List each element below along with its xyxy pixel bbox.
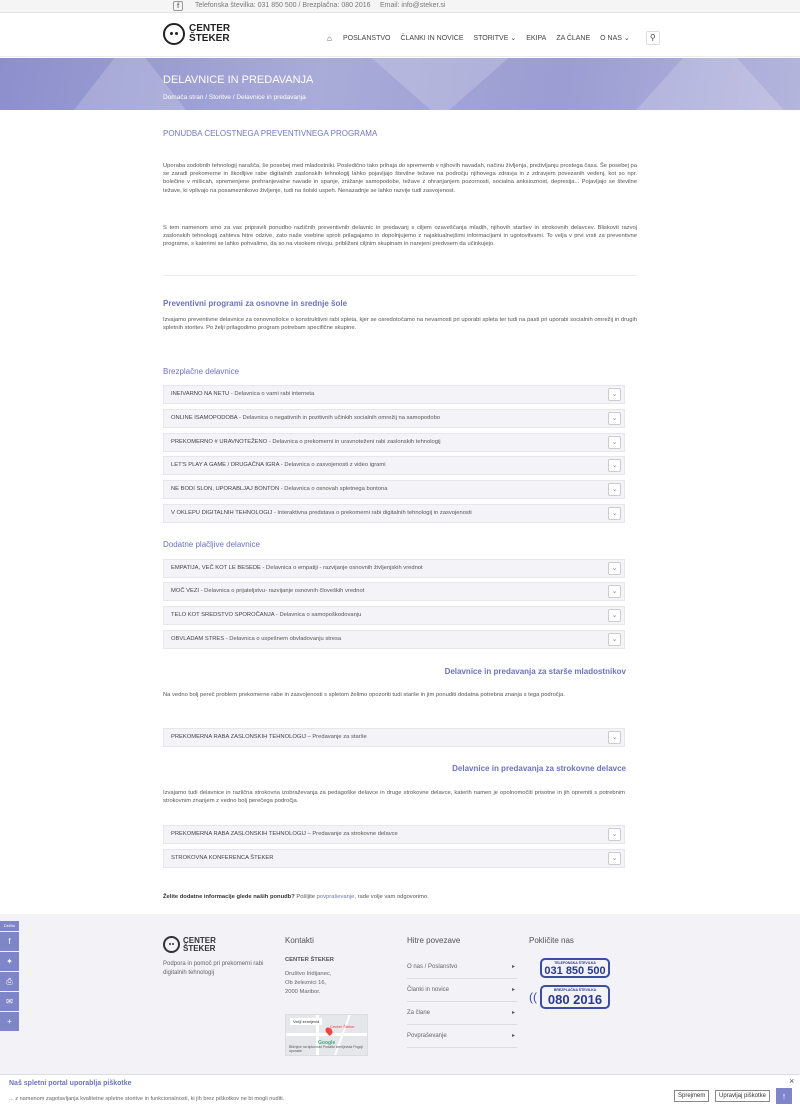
arrow-up-icon[interactable]: ↑ bbox=[776, 1088, 792, 1104]
parents-text: Na vedno bolj pereč problem prekomerne rabe in zasvojenosti s spletom želimo opozoriti tudi starše in jim ponuditi dodatna potrebna znanja s tega področja. bbox=[163, 692, 565, 698]
cta-bold: Želite dodatne informacije glede naših ponudb? bbox=[163, 894, 295, 900]
call-heading: Pokličite nas bbox=[529, 936, 574, 945]
acc-title: V OKLEPU DIGITALNIH TEHNOLOGIJ bbox=[171, 510, 273, 516]
accordion-item[interactable] bbox=[163, 825, 625, 844]
nav-za-clane[interactable]: ZA ČLANE bbox=[556, 34, 591, 42]
cookie-text: ... z namenom zagotavljanja kvalitetne spletne storitve in funkcionalnosti, ki jih brez piškotkov ne bi mogli nuditi. bbox=[9, 1096, 285, 1102]
prev-heading: Preventivni programi za osnovne in srednje šole bbox=[163, 299, 348, 308]
contact-name: CENTER ŠTEKER bbox=[285, 957, 334, 963]
pro-text: Izvajamo tudi delavnice in različna strokovna izobraževanja za pedagoške delavce in druge strokovne delavce, katerih namen je opolnomočiti prisotne in jih opremiti s potrebnim strokovnim znanjem z vedno bolj perečega področja. bbox=[163, 790, 625, 805]
chevron-down-icon[interactable]: ⌄ bbox=[608, 507, 621, 520]
page-hero bbox=[0, 58, 800, 110]
nav-ekipa[interactable]: EKIPA bbox=[526, 34, 547, 42]
contact-addr1: Društvo Iridijanec, bbox=[285, 971, 332, 977]
footer-tagline: Podpora in pomoč pri prekomerni rabi digitalnih tehnologij bbox=[163, 961, 264, 976]
links-heading: Hitre povezave bbox=[407, 936, 461, 945]
chevron-down-icon[interactable]: ⌄ bbox=[608, 731, 621, 744]
chevron-down-icon[interactable]: ⌄ bbox=[608, 388, 621, 401]
nav-clanki[interactable]: ČLANKI IN NOVICE bbox=[400, 34, 464, 42]
acc-desc: - Delavnica o osnovah spletnega bontona bbox=[279, 486, 388, 492]
pro-heading: Delavnice in predavanja za strokovne delavce bbox=[452, 764, 626, 773]
logo-face-icon bbox=[163, 936, 180, 953]
plus-icon[interactable]: + bbox=[0, 1012, 19, 1031]
acc-desc: - Delavnica o prijateljstvu- razvijanje osnovnih človeških vrednot bbox=[199, 588, 365, 594]
logo-line1: CENTER bbox=[189, 23, 231, 34]
chevron-down-icon[interactable]: ⌄ bbox=[608, 852, 621, 865]
acc-desc: - Delavnica o varni rabi interneta bbox=[229, 391, 315, 397]
quick-links bbox=[407, 956, 517, 1048]
quick-link[interactable] bbox=[407, 1025, 517, 1048]
accordion-item[interactable] bbox=[163, 582, 625, 601]
accordion-item[interactable] bbox=[163, 559, 625, 578]
contact-block bbox=[285, 956, 334, 997]
accordion-item[interactable] bbox=[163, 630, 625, 649]
breadcrumb[interactable]: Domača stran / Storitve / Delavnice in predavanja bbox=[163, 94, 306, 101]
nav-o-nas-label: O NAS bbox=[600, 35, 622, 42]
accordion-item[interactable] bbox=[163, 409, 625, 428]
print-icon[interactable]: ⎙ bbox=[0, 972, 19, 991]
accordion-item[interactable] bbox=[163, 480, 625, 499]
quick-link-label: Članki in novice bbox=[407, 987, 450, 993]
chevron-down-icon[interactable]: ⌄ bbox=[608, 436, 621, 449]
facebook-icon[interactable]: f bbox=[0, 932, 19, 951]
twitter-icon[interactable]: ✦ bbox=[0, 952, 19, 971]
accordion-item[interactable] bbox=[163, 606, 625, 625]
acc-desc: - Delavnica o prekomerni in uravnoteženi rabi zaslonskih tehnologij bbox=[267, 439, 441, 445]
divider bbox=[163, 275, 637, 276]
sound-waves-icon: (( bbox=[529, 990, 537, 1004]
nav-o-nas[interactable] bbox=[600, 34, 630, 42]
nav-storitve[interactable] bbox=[473, 34, 516, 42]
facebook-icon[interactable]: f bbox=[173, 1, 183, 11]
acc-title: OBVLADAM STRES bbox=[171, 636, 225, 642]
chevron-right-icon: ▸ bbox=[511, 964, 515, 970]
site-header bbox=[0, 14, 800, 57]
accept-cookies-button[interactable]: Sprejmem bbox=[674, 1090, 709, 1102]
acc-desc: - Delavnica o empatiji - razvijanje osnovnih življenjskih vrednot bbox=[260, 565, 423, 571]
page-title: DELAVNICE IN PREDAVANJA bbox=[163, 74, 314, 86]
email-icon[interactable]: ✉ bbox=[0, 992, 19, 1011]
accordion-item[interactable] bbox=[163, 728, 625, 747]
acc-title: LET'S PLAY A GAME / DRUGAČNA IGRA bbox=[171, 462, 280, 468]
parents-heading: Delavnice in predavanja za starše mladostnikov bbox=[444, 667, 626, 676]
accordion-item[interactable] bbox=[163, 456, 625, 475]
accordion-item[interactable] bbox=[163, 849, 625, 868]
acc-desc: - Delavnica o samopoškodovanju bbox=[274, 612, 362, 618]
google-logo: Google bbox=[318, 1040, 336, 1046]
chevron-down-icon[interactable]: ⌄ bbox=[608, 562, 621, 575]
main-nav bbox=[327, 31, 660, 45]
intro-paragraph-2: S tem namenom smo za vas pripravili ponudbo različnih preventivnih delavnic in predavanj s ciljem ozaveščanja mladih, njihovih staršev in strokovnih delavcev. Bliskovit razvoj zaslonskih tehnologij zahteva hitre odzive, zato naše vsebine sproti prilagajamo in dopolnjujemo z najaktualnejšimi informacijami in ugotovitvami. To velja v prvi vrsti za preventivne programe, s katerimi se lahko pohvalimo, da so na visokem nivoju, približani ciljnim skupinam in narejeni predvsem da učinkujejo. bbox=[163, 225, 637, 248]
social-share-bar bbox=[0, 921, 19, 1031]
cta-pre: Pošljite bbox=[294, 894, 317, 900]
acc-title: ONLINE ISAMOPODOBA bbox=[171, 415, 238, 421]
cta-line bbox=[163, 893, 637, 901]
topbar-email[interactable]: Email: info@steker.si bbox=[380, 2, 446, 9]
acc-title: PREKOMERNA RABA ZASLONSKIH TEHNOLOGIJ bbox=[171, 831, 306, 837]
acc-desc: - Delavnica o negativnih in pozitivnih učinkih socialnih omrežij na samopodobo bbox=[237, 415, 441, 421]
free-phone-label: BREZPLAČNA ŠTEVILKA bbox=[553, 988, 597, 992]
acc-title: STROKOVNA KONFERENCA ŠTEKER bbox=[171, 855, 274, 861]
chevron-down-icon[interactable]: ⌄ bbox=[608, 585, 621, 598]
phone-label: TELEFONSKA ŠTEVILKA bbox=[554, 961, 596, 965]
search-icon[interactable]: ⚲ bbox=[646, 31, 660, 45]
google-map[interactable] bbox=[285, 1014, 368, 1056]
quick-link[interactable] bbox=[407, 956, 517, 979]
logo-line2: ŠTEKER bbox=[189, 33, 230, 44]
phone-number: 031 850 500 bbox=[544, 965, 606, 977]
home-icon[interactable]: ⌂ bbox=[327, 33, 332, 43]
nav-poslanstvo[interactable]: POSLANSTVO bbox=[343, 34, 391, 42]
footer-logo-line2: ŠTEKER bbox=[183, 943, 216, 953]
acc-title: MOČ VEZI bbox=[171, 588, 200, 594]
footer-logo-line1: CENTER bbox=[183, 935, 216, 945]
acc-desc: – Predavanje za starše bbox=[305, 734, 367, 740]
accordion-item[interactable] bbox=[163, 385, 625, 404]
map-footer: Bližnjice na tipkovnici Podatki zemljevida Pogoji uporabe bbox=[289, 1045, 363, 1053]
logo-face-icon bbox=[163, 23, 185, 45]
acc-title: TELO KOT SREDSTVO SPOROČANJA bbox=[171, 612, 275, 618]
manage-cookies-button[interactable]: Upravljaj piškotke bbox=[715, 1090, 770, 1102]
quick-link-label: O nas / Poslanstvo bbox=[407, 964, 458, 970]
cookie-banner bbox=[0, 1074, 800, 1119]
cta-post: , rade volje vam odgovorimo. bbox=[354, 894, 429, 900]
chevron-right-icon: ▸ bbox=[511, 1033, 515, 1039]
phone-badge[interactable] bbox=[540, 958, 610, 978]
top-bar bbox=[0, 0, 800, 13]
acc-title: INEIVARNO NA NETU bbox=[171, 391, 230, 397]
site-logo[interactable] bbox=[163, 23, 230, 45]
map-label: Center Šteker bbox=[330, 1024, 355, 1029]
footer-logo[interactable] bbox=[163, 936, 216, 953]
chevron-right-icon: ▸ bbox=[511, 1010, 515, 1016]
chevron-down-icon[interactable]: ⌄ bbox=[608, 828, 621, 841]
paid-heading: Dodatne plačljive delavnice bbox=[163, 540, 260, 549]
close-icon[interactable]: × bbox=[789, 1076, 795, 1086]
acc-desc: - Delavnica o uspešnem obvladovanju stresa bbox=[224, 636, 342, 642]
contact-addr3: 2000 Maribor. bbox=[285, 989, 321, 995]
accordion-item[interactable] bbox=[163, 504, 625, 523]
topbar-phones: Telefonska številka: 031 850 500 / Brezplačna: 080 2016 bbox=[195, 2, 371, 9]
free-phone-badge[interactable] bbox=[540, 985, 610, 1009]
quick-link[interactable] bbox=[407, 979, 517, 1002]
cta-link[interactable]: povpraševanje bbox=[316, 894, 355, 900]
acc-title: PREKOMERNO # URAVNOTEŽENO bbox=[171, 439, 268, 445]
accordion-item[interactable] bbox=[163, 433, 625, 452]
main-heading: PONUDBA CELOSTNEGA PREVENTIVNEGA PROGRAMA bbox=[163, 129, 378, 138]
acc-title: EMPATIJA, VEČ KOT LE BESEDE bbox=[171, 565, 261, 571]
quick-link-label: Za člane bbox=[407, 1010, 431, 1016]
chevron-down-icon[interactable]: ⌄ bbox=[608, 412, 621, 425]
site-footer bbox=[0, 914, 800, 1074]
nav-storitve-label: STORITVE bbox=[473, 35, 509, 42]
quick-link[interactable] bbox=[407, 1002, 517, 1025]
chevron-down-icon[interactable]: ⌄ bbox=[608, 633, 621, 646]
chevron-right-icon: ▸ bbox=[511, 987, 515, 993]
chevron-down-icon[interactable]: ⌄ bbox=[608, 459, 621, 472]
map-larger-link[interactable]: Večji zemljevid bbox=[290, 1018, 322, 1025]
chevron-down-icon: ⌄ bbox=[623, 35, 630, 42]
acc-title: PREKOMERNA RABA ZASLONSKIH TEHNOLOGIJ bbox=[171, 734, 306, 740]
free-heading: Brezplačne delavnice bbox=[163, 367, 240, 376]
share-label: Deli!to bbox=[0, 921, 19, 931]
acc-desc: - Delavnica o zasvojenosti z video igrami bbox=[279, 462, 386, 468]
contact-heading: Kontakti bbox=[285, 936, 314, 945]
chevron-down-icon[interactable]: ⌄ bbox=[608, 609, 621, 622]
quick-link-label: Povpraševanje bbox=[407, 1033, 447, 1039]
acc-title: NE BODI SLON, UPORABLJAJ BONTON bbox=[171, 486, 280, 492]
free-phone-number: 080 2016 bbox=[547, 992, 603, 1007]
chevron-down-icon[interactable]: ⌄ bbox=[608, 483, 621, 496]
acc-desc: – Predavanje za strokovne delavce bbox=[305, 831, 398, 837]
prev-text: Izvajamo preventivne delavnice za osnovnošolce o konstruktivni rabi spleta, kjer se osredotočamo na nevarnosti pri uporabi spleta ter tudi na pasti pri uporabi socialnih omrežij in drugih spletnih storitev. Po želji prilagodimo program potrebam specifične skupine. bbox=[163, 317, 637, 332]
cookie-title: Naš spletni portal uporablja piškotke bbox=[9, 1080, 132, 1087]
chevron-down-icon: ⌄ bbox=[510, 35, 517, 42]
contact-addr2: Ob železnici 16, bbox=[285, 980, 327, 986]
intro-paragraph-1: Uporaba sodobnih tehnologij narašča, še posebej med mladostniki. Posledično tako prihaja do sprememb v njihovih navadah, načinu življenja, preživljanju prostega časa. Še posebej pa se zaradi prekomerne in škodljive rabe digitalnih zaslonskih tehnologij lahko pojavljajo številne težave na področju njihovega zdravja in z zdravjem povezanih vedenj, kot so npr. bolečine v mišicah, spremenjene prehranjevalne navade in spanje, znižanje samopodobe, težave z ohranjanjem pozornosti, socialna anksioznost, depresija... Pojavljajo se številne težave, ki vplivajo na posameznikovo življenje, tudi na šolski uspeh. Nenazadnje se lahko razvije tudi zasvojenost. bbox=[163, 163, 637, 194]
acc-desc: - Interaktivna predstava o prekomerni rabi digitalnih tehnologij in zasvojenosti bbox=[272, 510, 472, 516]
